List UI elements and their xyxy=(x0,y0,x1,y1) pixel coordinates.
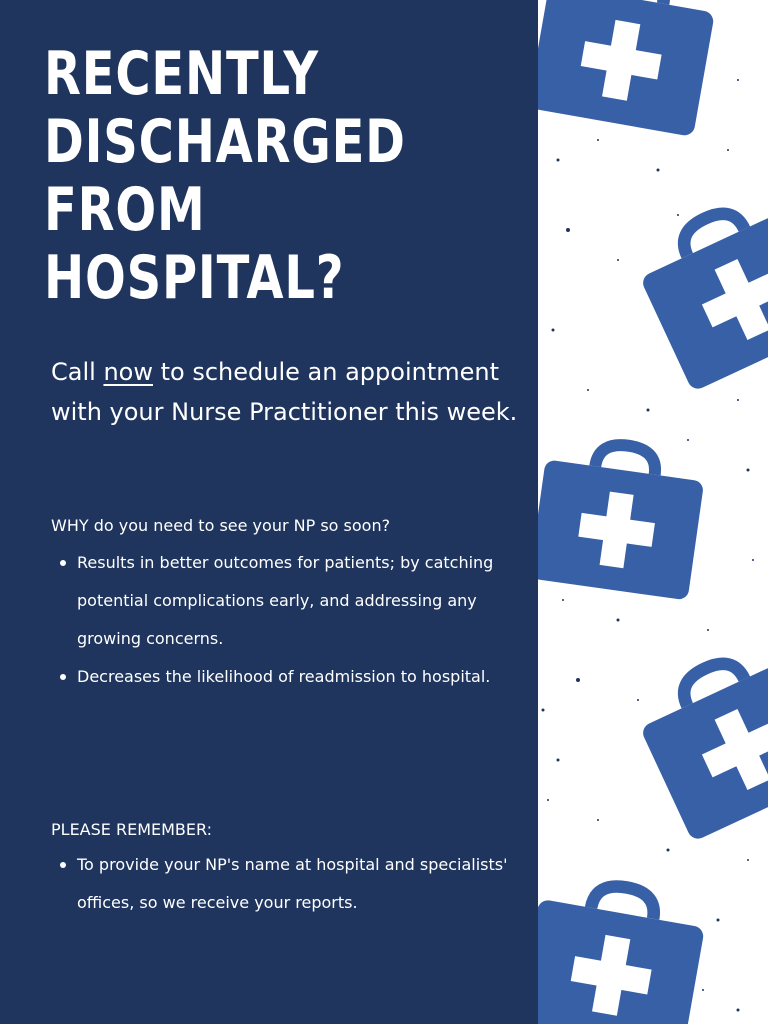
headline-line-1: RECENTLY xyxy=(44,39,319,109)
list-item: Decreases the likelihood of readmission to hospital. xyxy=(77,658,517,696)
medical-kit-icon xyxy=(633,640,768,840)
cta-before: Call xyxy=(51,358,96,386)
headline-line-4: HOSPITAL? xyxy=(44,243,345,313)
headline-line-2: DISCHARGED xyxy=(44,107,406,177)
headline-line-3: FROM xyxy=(44,175,206,245)
list-item: Results in better outcomes for patients; by catching potential complications early, and addressing any growing concerns. xyxy=(77,544,517,658)
decorative-panel xyxy=(538,0,768,1024)
headline xyxy=(44,40,428,312)
medical-kit-icon xyxy=(538,420,718,620)
medical-kit-icon xyxy=(538,865,718,1024)
medical-kit-icon xyxy=(538,0,728,150)
why-heading: WHY do you need to see your NP so soon? xyxy=(51,516,391,535)
remember-heading: PLEASE REMEMBER: xyxy=(51,820,213,839)
call-to-action xyxy=(51,352,521,432)
why-list xyxy=(51,544,517,696)
list-item: To provide your NP's name at hospital and specialists' offices, so we receive your reports. xyxy=(77,846,517,922)
medical-kit-icon xyxy=(633,190,768,390)
cta-after: to schedule an appointment with your Nurse Practitioner this week. xyxy=(51,358,518,426)
cta-emphasis: now xyxy=(103,358,153,386)
remember-list xyxy=(51,846,517,922)
